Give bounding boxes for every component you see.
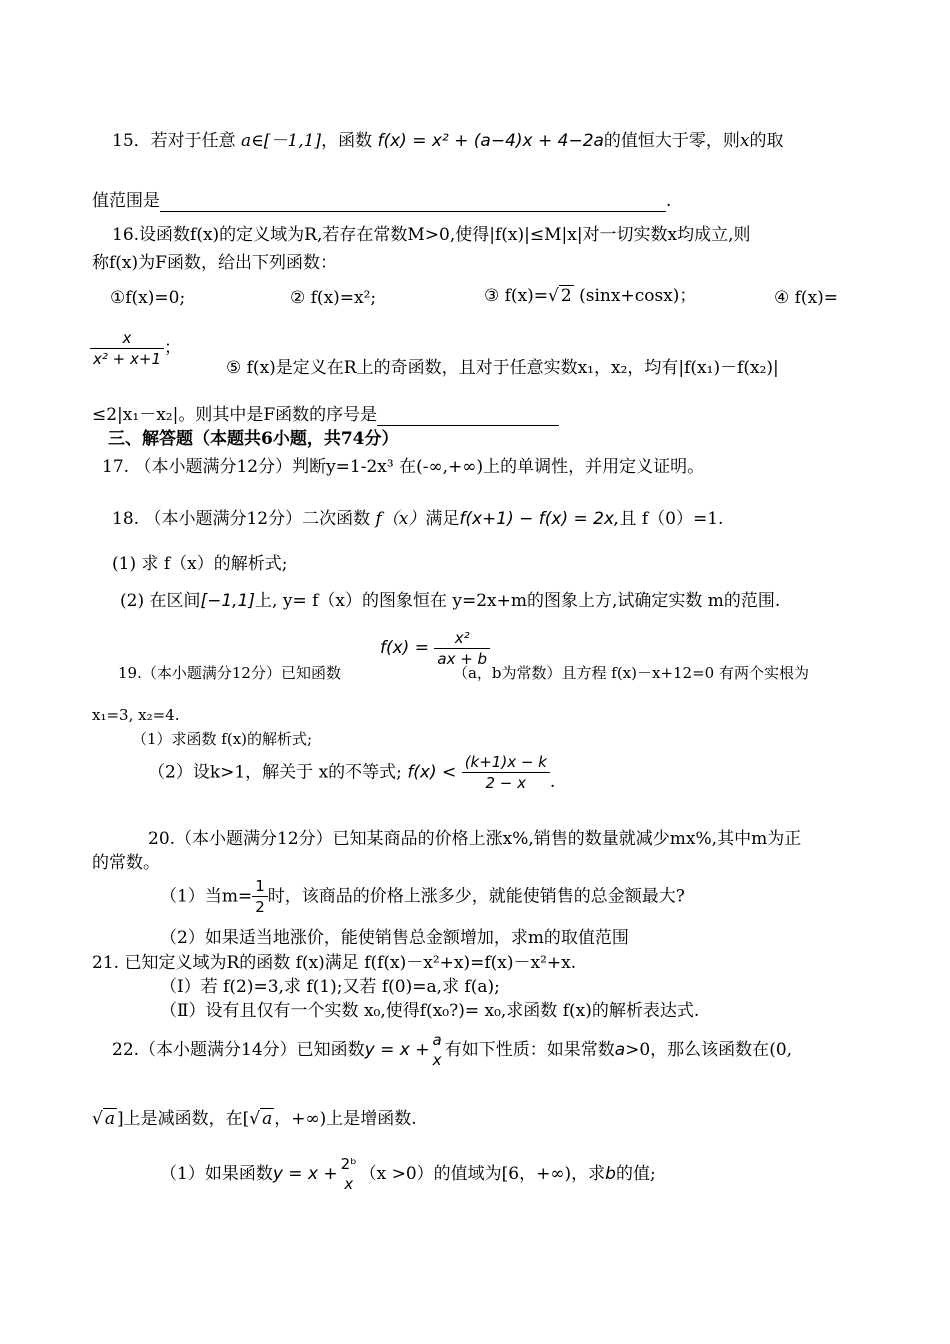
q18-part2-prefix: (2) 在区间 (120, 591, 201, 611)
q22-fraction (430, 1030, 445, 1070)
q15-answer-blank[interactable] (160, 193, 666, 212)
q15-line2 (92, 190, 671, 212)
fraction-denominator: 2 (252, 896, 268, 917)
q16-line1: 16.设函数f(x)的定义域为R,若存在常数M>0,使得|f(x)|≤M|x|对一切实数x均成立,则 (112, 225, 751, 245)
q22-line2-text-b: ，+∞)上是增函数. (274, 1109, 417, 1129)
q22-prefix: 22.（本小题满分14分）已知函数 (112, 1040, 365, 1060)
q20-line2: 的常数。 (92, 853, 160, 873)
q16-item4-fraction (90, 328, 164, 369)
q22-sqrt-a: a (104, 1109, 115, 1129)
q20-part1-prefix: （1）当m= (160, 886, 253, 907)
fraction-denominator: x (432, 1051, 442, 1069)
q16-item4: ④ f(x)= (774, 288, 839, 308)
q20-part1 (160, 876, 685, 917)
q18-part1: (1) 求 f（x）的解析式; (112, 554, 288, 574)
q15-end: . (666, 191, 672, 211)
q19-ineq-lhs: f(x) < (407, 762, 457, 783)
q18-interval: [−1,1] (200, 591, 256, 611)
fraction-denominator: x (344, 1175, 354, 1193)
q19-line2: x₁=3, x₂=4. (92, 706, 180, 724)
q19-part2 (148, 752, 555, 793)
q18-fx: f（x） (370, 509, 426, 529)
q22-text-b: 有如下性质：如果常数 (444, 1040, 615, 1060)
q22-part1-text-b: （x >0）的值域为[6，+∞)，求 (359, 1164, 606, 1184)
q20-part2: （2）如果适当地涨价，能使销售总金额增加，求m的取值范围 (160, 928, 629, 948)
q22-var-a: a (614, 1040, 626, 1060)
q18-condition: f(x+1) − f(x) = 2x, (459, 509, 620, 529)
q15-domain: a∈[－1,1] (241, 131, 322, 151)
q16-item3-label: ③ f(x)= (484, 286, 549, 306)
q22-part1 (160, 1154, 656, 1194)
fraction-numerator: x (122, 329, 132, 347)
fraction-denominator: x² + x+1 (90, 348, 164, 369)
q16-last-line (92, 404, 559, 426)
q22-part1-prefix: （1）如果函数 (160, 1164, 273, 1184)
q18-text-b: 满足 (425, 509, 460, 529)
q22-line2: √ a ]上是减函数，在[√ a ，+∞)上是增函数. (92, 1109, 417, 1129)
fraction-numerator: x² (454, 629, 470, 647)
q19-func-lhs: f(x) = (380, 638, 429, 658)
q22-part1-function: y = x + (272, 1164, 338, 1184)
q16-item4-fraction-line (90, 328, 181, 369)
q16-line2: 称f(x)为F函数，给出下列函数： (92, 253, 337, 273)
q15-function: f(x) = x² + (a−4)x + 4−2a (377, 131, 604, 151)
q22-sqrt-a2: a (262, 1109, 273, 1129)
q19-ineq-fraction (462, 752, 550, 793)
section-heading: 三、解答题（本题共6小题，共74分） (108, 429, 399, 449)
q15-var-x: x (739, 131, 750, 151)
q19-part2-end: . (549, 772, 556, 792)
q19-part2-prefix: （2）设k>1，解关于 x的不等式; (148, 762, 402, 783)
q21-line1: 21. 已知定义域为R的函数 f(x)满足 f(f(x)－x²+x)=f(x)－x²+x. (92, 953, 577, 973)
q16-item3-rest: (sinx+cosx)； (573, 286, 697, 306)
q22-line2-text-a: ]上是减函数，在[ (116, 1109, 250, 1129)
q22-line1 (112, 1030, 792, 1070)
q15-text-e: 的取 (749, 131, 784, 151)
q16-answer-blank[interactable] (377, 407, 559, 426)
q19-part1: （1）求函数 f(x)的解析式; (132, 730, 313, 748)
q15-prefix: 15．若对于任意 (112, 131, 242, 151)
fraction-numerator: a (432, 1031, 442, 1049)
q18-part2 (120, 590, 780, 612)
q16-item4-tail: ； (163, 338, 181, 358)
q22-text-c: >0，那么该函数在 (625, 1040, 770, 1060)
q20-line1: 20.（本小题满分12分）已知某商品的价格上涨x%,销售的数量就减少mx%,其中m为正 (148, 829, 802, 849)
q20-part1-rest: 时，该商品的价格上涨多少，就能使销售的总金额最大? (267, 886, 685, 907)
q15-range-label: 值范围是 (92, 191, 160, 211)
q18-prefix: 18. （本小题满分12分）二次函数 (112, 509, 371, 529)
q19-line1 (118, 662, 809, 684)
q18-text-c: 且 f（0）=1. (619, 509, 724, 529)
q19-prefix: 19.（本小题满分12分）已知函数 (118, 664, 341, 682)
q16-item3-sqrt: 2 (560, 286, 572, 306)
q17-text: 17. （本小题满分12分）判断y=1-2x³ 在(-∞,+∞)上的单调性，并用定义证明。 (102, 457, 705, 477)
q18-line1 (112, 508, 723, 530)
fraction-numerator: 2ᵇ (340, 1155, 357, 1173)
q16-item2: ② f(x)=x²; (290, 288, 377, 308)
q16-item5: ⑤ f(x)是定义在R上的奇函数，且对于任意实数x₁，x₂，均有|f(x₁)－f(x₂)| (226, 358, 779, 378)
q16-item3: ③ f(x)=√ 2 (sinx+cosx)； (484, 286, 697, 306)
q21-part1: （Ⅰ）若 f(2)=3,求 f(1);又若 f(0)=a,求 f(a); (160, 977, 500, 997)
q18-part2-rest: 上, y= f（x）的图象恒在 y=2x+m的图象上方,试确定实数 m的范围. (255, 591, 781, 611)
fraction-numerator: (k+1)x − k (464, 753, 547, 771)
q22-var-b: b (605, 1164, 616, 1184)
q21-part2: （Ⅱ）设有且仅有一个实数 x₀,使得f(x₀?)= x₀,求函数 f(x)的解析表达式. (160, 1001, 700, 1021)
q15-text-c: ，函数 (321, 131, 378, 151)
fraction-denominator: ax + b (434, 648, 490, 669)
q16-item1: ①f(x)=0; (110, 288, 186, 308)
fraction-denominator: 2 − x (462, 772, 550, 793)
q15-line1 (112, 130, 784, 152)
q22-part1-text-c: 的值; (615, 1164, 656, 1184)
q16-last-text: ≤2|x₁－x₂|。则其中是F函数的序号是 (92, 405, 378, 425)
q22-function: y = x + (364, 1040, 430, 1060)
q19-rest: （a，b为常数）且方程 f(x)－x+12=0 有两个实根为 (452, 664, 809, 682)
q22-part1-fraction (338, 1154, 360, 1194)
q22-interval-start: (0, (769, 1040, 793, 1060)
fraction-numerator: 1 (255, 877, 265, 895)
q20-fraction (252, 876, 268, 917)
q15-text-d: 的值恒大于零，则 (603, 131, 740, 151)
